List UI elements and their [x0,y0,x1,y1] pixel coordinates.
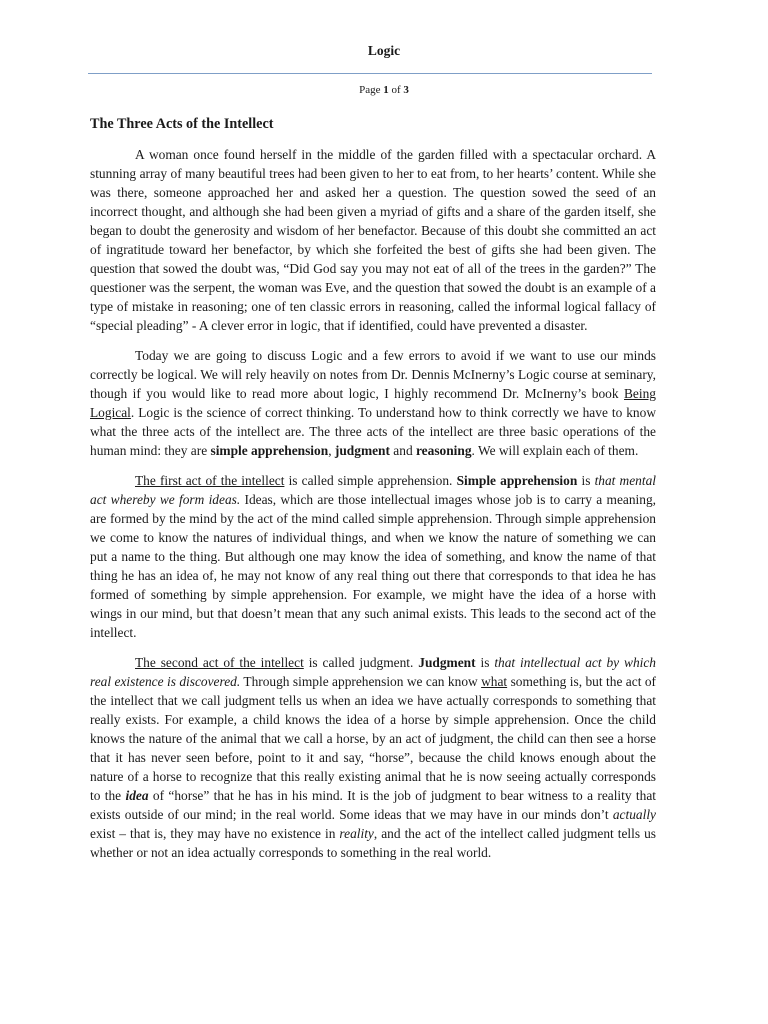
italic-text: that mental act whereby we form ideas. [90,473,656,507]
text-run: exist – that is, they may have no existence in [90,826,340,841]
underlined-text: Being Logical [90,386,656,420]
text-run: of “horse” that he has in his mind. It is the job of judgment to bear witness to a reality that exists outside of our mind; in the real world. Some ideas that we may have in our minds don’t [90,788,656,822]
header-divider [88,73,652,74]
text-run: is [577,473,595,488]
page-label-mid: of [388,84,404,96]
text-run: is called simple apprehension. [284,473,457,488]
paragraph [90,346,656,460]
bold-italic-text: idea [125,788,149,803]
bold-term: simple apprehension [210,443,329,458]
text-run: is [475,655,495,670]
text-run: something is, but the act of the intellect that we call judgment tells us when an idea we have actually corresponds to something that really exists. For example, a child knows the idea of a horse by simple apprehension. Once the child knows the nature of the animal that we call a horse, by an act of judgment, the child can then see a horse that it has never seen before, point to it and say, “horse”, because the child knows enough about the nature of a horse to recognize that this really existing animal that he is now seeing actually corresponds to the [90,674,656,803]
bold-term: reasoning [415,443,472,458]
page-number [0,84,768,96]
page-total: 3 [403,84,409,96]
text-run: . We will explain each of them. [471,443,639,458]
paragraph [90,145,656,335]
italic-text: reality [339,826,374,841]
text-run: , and the act of the intellect called judgment tells us whether or not an idea actually corresponds to something in the real world. [90,826,656,860]
bold-term: Judgment [418,655,476,670]
underlined-text: The second act of the intellect [135,655,304,670]
text-run: Through simple apprehension we can know [240,674,482,689]
underlined-text: The first act of the intellect [135,473,285,488]
italic-text: that intellectual act by which real existence is discovered. [90,655,656,689]
page-label-prefix: Page [359,84,384,96]
page-current: 1 [383,84,389,96]
paragraph [90,653,656,862]
paragraph [90,471,656,642]
text-run: Ideas, which are those intellectual images whose job is to carry a meaning, are formed by the mind by the act of the mind called simple apprehension. Through simple apprehension we come to know the natures of individual things, and when we know the nature of something we can put a name to the thing. But although one may know the idea of something, and know the name of that thing he has an idea of, he may not know of any real thing out there that corresponds to that idea he has formed of something by simple apprehension. For example, we might have the idea of a horse with wings in our mind, but that doesn’t mean that any such animal exists. This leads to the second act of the intellect. [90,492,656,640]
text-run: . Logic is the science of correct thinking. To understand how to think correctly we have to know what the three acts of the intellect are. The three acts of the intellect are three basic operations of the human mind: they are [90,405,656,458]
bold-term: judgment [334,443,390,458]
bold-term: Simple apprehension [456,473,578,488]
text-run: and [389,443,416,458]
text-run: is called judgment. [303,655,419,670]
underlined-text: what [481,674,508,689]
section-heading: The Three Acts of the Intellect [90,116,274,132]
paragraphs [90,145,656,862]
italic-text: actually [612,807,656,822]
text-run: Today we are going to discuss Logic and a few errors to avoid if we want to use our minds correctly be logical. We will rely heavily on notes from Dr. Dennis McInerny’s Logic course at seminary, though if you would like to read more about logic, I highly recommend Dr. McInerny’s book [90,348,656,401]
document-body [90,115,656,873]
text-run: A woman once found herself in the middle of the garden filled with a spectacular orchard. A stunning array of many beautiful trees had been given to her to eat from, to her hearts’ content. While she was there, someone approached her and asked her a question. The question sowed the seed of an incorrect thought, and although she had been given a myriad of gifts and a share of the garden itself, she began to doubt the generosity and wisdom of her benefactor. Because of this doubt she committed an act of ingratitude toward her benefactor, by which she forfeited the best of gifts she had been given. The question that sowed the doubt was, “Did God say you may not eat of all of the trees in the garden?” The questioner was the serpent, the woman was Eve, and the question that sowed the doubt is an example of a type of mistake in reasoning; one of ten classic errors in reasoning, called the informal logical fallacy of “special pleading” - A clever error in logic, that if identified, could have prevented a disaster. [90,147,656,333]
text-run: , [328,443,335,458]
header-title: Logic [367,43,401,58]
